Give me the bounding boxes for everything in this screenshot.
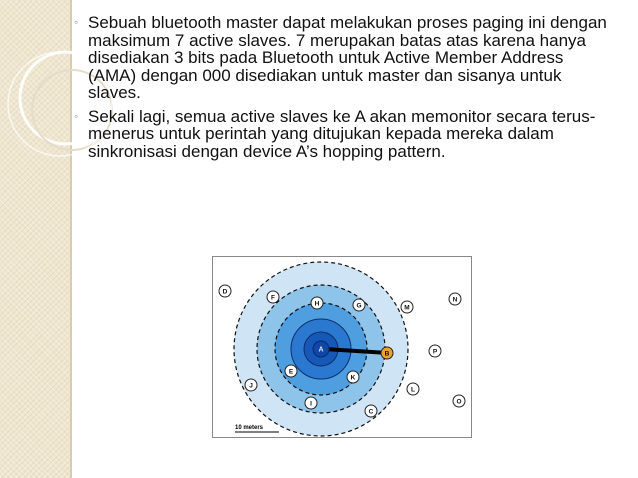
node-n-label: N (452, 296, 458, 304)
node-p-label: P (432, 348, 438, 356)
node-i-label: I (310, 400, 312, 408)
bullet-icon: ◦ (74, 15, 79, 29)
node-f-label: F (271, 294, 275, 302)
bullet-icon: ◦ (74, 108, 79, 123)
node-c-label: C (368, 408, 374, 416)
node-b-label: B (384, 350, 390, 358)
piconet-diagram (212, 256, 472, 438)
piconet-diagram-svg (213, 257, 471, 437)
node-d-label: D (222, 288, 228, 296)
node-o-label: O (456, 398, 462, 406)
paragraph-2-text: Sekali lagi, semua active slaves ke A akan memonitor secara terus-menerus untuk perintah yang ditujukan kepada mereka dalam sinkronisasi dengan device A’s hopping pattern. (88, 106, 596, 161)
node-master-label: A (318, 346, 324, 354)
scale-label: 10 meters (235, 425, 264, 431)
node-e-label: E (288, 368, 294, 376)
node-m-label: M (404, 304, 410, 312)
paragraph-1-text: Sebuah bluetooth master dapat melakukan proses paging ini dengan maksimum 7 active slaves. 7 merupakan batas atas karena hanya disediakan 3 bits pada Bluetooth untuk Active Member Address (AMA) dengan 000 disediakan untuk master dan sisanya untuk slaves. (88, 13, 607, 102)
node-k-label: K (350, 374, 356, 382)
node-l-label: L (411, 386, 415, 394)
slide-text (74, 13, 608, 166)
paragraph-2 (74, 106, 608, 161)
paragraph-1 (74, 13, 608, 102)
node-g-label: G (356, 302, 362, 310)
node-h-label: H (314, 300, 320, 308)
node-j-label: J (249, 382, 253, 390)
